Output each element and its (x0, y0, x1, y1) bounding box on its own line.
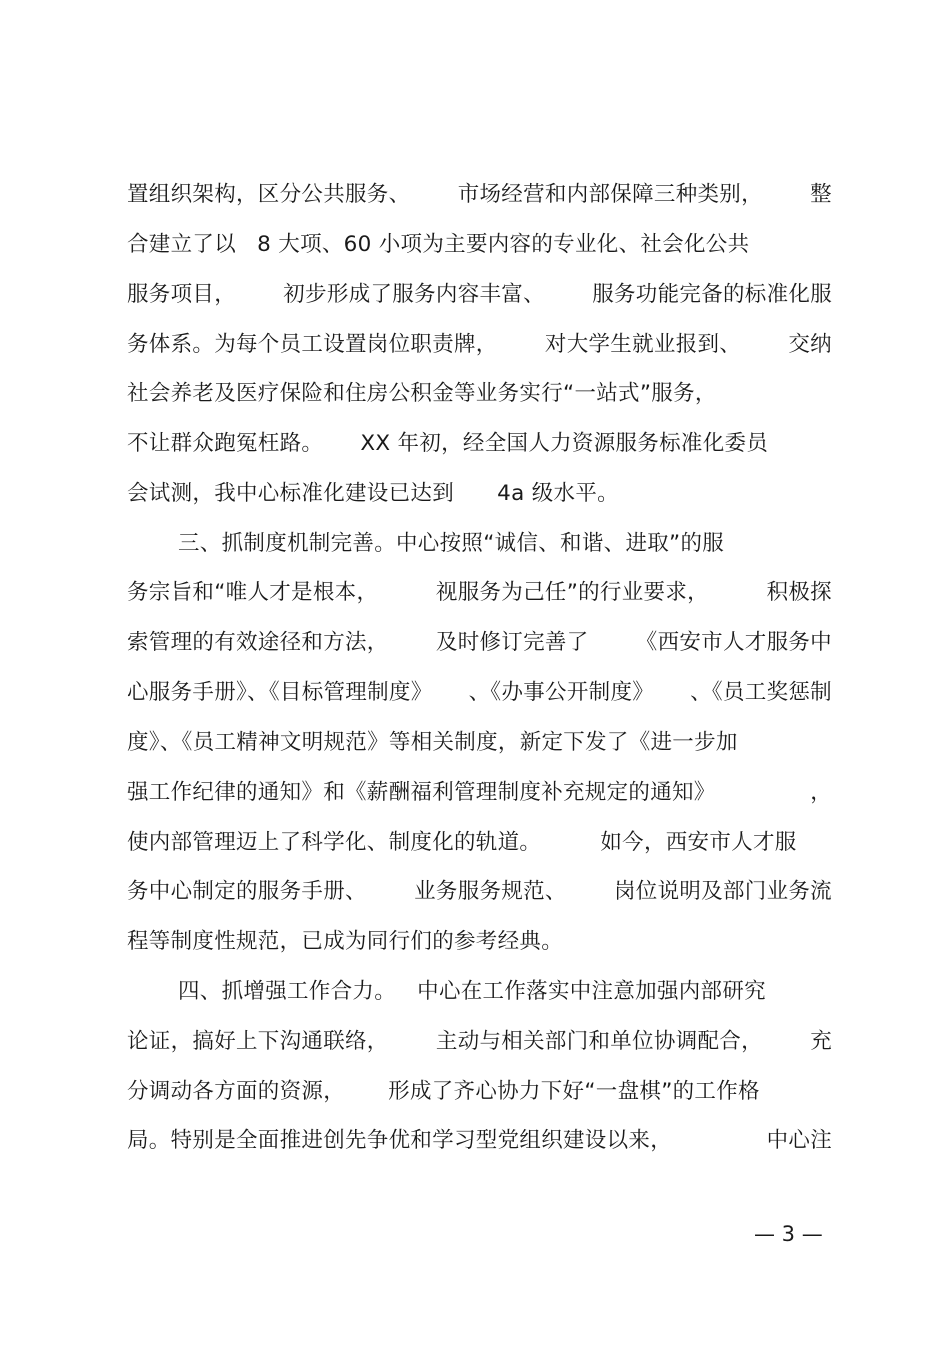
paragraph-heading-3: 三、抓制度机制完善。中心按照“诚信、和谐、进取”的服 (178, 531, 725, 556)
text-line: 务体系。为每个员工设置岗位职责牌， 对大学生就业报到、 交纳 (127, 332, 832, 357)
paragraph-heading-4: 四、抓增强工作合力。 中心在工作落实中注意加强内部研究 (178, 979, 766, 1004)
text-line: 使内部管理迈上了科学化、制度化的轨道。 如今，西安市人才服 (127, 830, 797, 855)
text-line: 置组织架构，区分公共服务、 市场经营和内部保障三种类别， 整 (127, 182, 832, 207)
text-line: 分调动各方面的资源， 形成了齐心协力下好“一盘棋”的工作格 (127, 1079, 760, 1104)
text-line: 务中心制定的服务手册、 业务服务规范、 岗位说明及部门业务流 (127, 879, 832, 904)
text-line: 不让群众跑冤枉路。 XX 年初，经全国人力资源服务标准化委员 (127, 431, 769, 456)
text-line: 程等制度性规范，已成为同行们的参考经典。 (127, 929, 564, 954)
text-line: 论证，搞好上下沟通联络， 主动与相关部门和单位协调配合， 充 (127, 1029, 832, 1054)
page-number: — 3 — (754, 1222, 823, 1246)
text-line: 局。特别是全面推进创先争优和学习型党组织建设以来， 中心注 (127, 1128, 832, 1153)
text-line: 社会养老及医疗保险和住房公积金等业务实行“一站式”服务， (127, 381, 717, 406)
text-line: 心服务手册》、《目标管理制度》 、《办事公开制度》 、《员工奖惩制 (127, 680, 832, 705)
text-line: 务宗旨和“唯人才是根本， 视服务为己任”的行业要求， 积极探 (127, 580, 832, 605)
text-line: 度》、《员工精神文明规范》等相关制度，新定下发了《进一步加 (127, 730, 738, 755)
text-line: 会试测，我中心标准化建设已达到 4a 级水平。 (127, 481, 619, 506)
text-line: 合建立了以 8 大项、60 小项为主要内容的专业化、社会化公共 (127, 232, 750, 257)
text-line: 强工作纪律的通知》和《薪酬福利管理制度补充规定的通知》 ， (127, 780, 832, 805)
text-line: 索管理的有效途径和方法， 及时修订完善了 《西安市人才服务中 (127, 630, 832, 655)
text-line: 服务项目， 初步形成了服务内容丰富、 服务功能完备的标准化服 (127, 282, 832, 307)
